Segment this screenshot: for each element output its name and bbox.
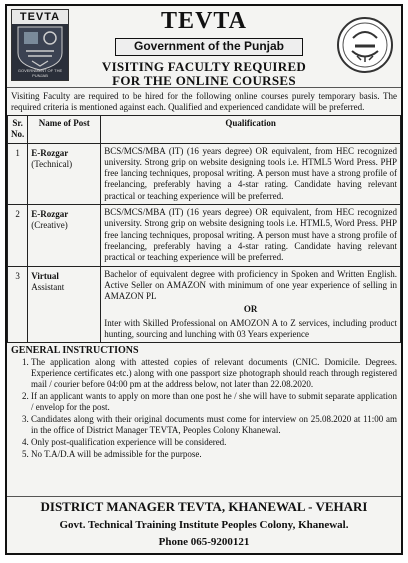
instructions-list — [11, 357, 397, 460]
row-sr: 2 — [8, 205, 28, 266]
header-qualification: Qualification — [101, 116, 401, 144]
punjab-emblem-logo-icon — [335, 16, 395, 79]
general-instructions — [7, 343, 401, 460]
header-post: Name of Post — [28, 116, 101, 144]
header-sr: Sr. No. — [8, 116, 28, 144]
list-item: 2. If an applicant wants to apply on more than one post he / she will have to submit separate application / envelop for the post. — [31, 391, 397, 413]
list-item: 1. The application along with attested copies of relevant documents (CNIC. Domicile. Degrees. Experience certificates etc.) along with one passport size photograph should reach through registered mail / courier before 04:00 pm at the address below, not later than 22.08.2020. — [31, 357, 397, 390]
row-sr: 1 — [8, 143, 28, 204]
post-subtitle: (Creative) — [31, 220, 68, 231]
subtitle-line-1: VISITING FACULTY REQUIRED — [101, 59, 307, 74]
row-sr: 3 — [8, 266, 28, 343]
table-row — [8, 205, 401, 266]
row-post — [28, 143, 101, 204]
footer-office: DISTRICT MANAGER TEVTA, KHANEWAL - VEHARI — [7, 496, 401, 515]
list-item: 5. No T.A/D.A will be admissible for the purpose. — [31, 449, 397, 460]
logo-caption: GOVERNMENT OF THE PUNJAB — [17, 68, 63, 78]
subtitle-line-2: FOR THE ONLINE COURSES — [112, 73, 296, 88]
footer-address: Govt. Technical Training Institute Peoples Colony, Khanewal. — [59, 519, 349, 531]
list-item: 4. Only post-qualification experience will be considered. — [31, 437, 397, 448]
qualification-primary: Bachelor of equivalent degree with proficiency in Spoken and Written English. Active Seller on AMAZON with minimum of one year experience of selling in AMAZON PL — [104, 268, 397, 302]
post-subtitle: Assistant — [31, 281, 65, 292]
logo-text: TEVTA — [12, 10, 68, 24]
intro-text: Visiting Faculty are required to be hired for the following online courses purely temporary basis. The required criteria is mentioned against each. Qualified and experienced candidate will be preferred. — [7, 87, 401, 115]
table-row — [8, 143, 401, 204]
header — [7, 6, 401, 87]
page-title: TEVTA — [161, 8, 247, 34]
instructions-heading: GENERAL INSTRUCTIONS — [11, 345, 139, 357]
post-name: E-Rozgar — [31, 147, 69, 158]
row-qualification: BCS/MCS/MBA (IT) (16 years degree) OR equivalent, from HEC recognized university. Strong grip on website designing tools i.e. HTML5, Word Press. PHP free lancing techniques, proposal writing. A person must have a strong profile of freelancing, preferably having a 4-star rating. Candidate having relevant practical or teaching experience will be preferred. — [101, 205, 401, 266]
or-separator: OR — [243, 304, 258, 315]
row-qualification: BCS/MCS/MBA (IT) (16 years degree) OR equivalent, from HEC recognized university. Strong grip on website designing tools i.e. HTML5 Word Press. PHP free lancing techniques, proposal writing. A person must have a strong profile of freelancing, preferably having a 4-star rating. Candidate having relevant practical or teaching experience will be preferred. — [101, 143, 401, 204]
qualification-alternate: Inter with Skilled Professional on AMOZON A to Z services, including product hunting, sourcing and lunching with 03 Years experience — [104, 317, 397, 340]
post-name: Virtual — [31, 270, 59, 281]
row-post — [28, 266, 101, 343]
advertisement-page — [5, 4, 403, 555]
table-header-row — [8, 116, 401, 144]
footer-phone: Phone 065-9200121 — [158, 536, 250, 548]
row-qualification — [101, 266, 401, 343]
post-name: E-Rozgar — [31, 209, 69, 220]
emblem-icon — [335, 16, 395, 74]
government-banner: Government of the Punjab — [115, 38, 303, 56]
posts-table — [7, 115, 401, 343]
row-post — [28, 205, 101, 266]
list-item: 3. Candidates along with their original documents must come for interview on 25.08.2020 at 11:00 am in the office of District Manager TEVTA, Peoples Colony Khanewal. — [31, 414, 397, 436]
post-subtitle: (Technical) — [31, 158, 73, 169]
table-row — [8, 266, 401, 343]
